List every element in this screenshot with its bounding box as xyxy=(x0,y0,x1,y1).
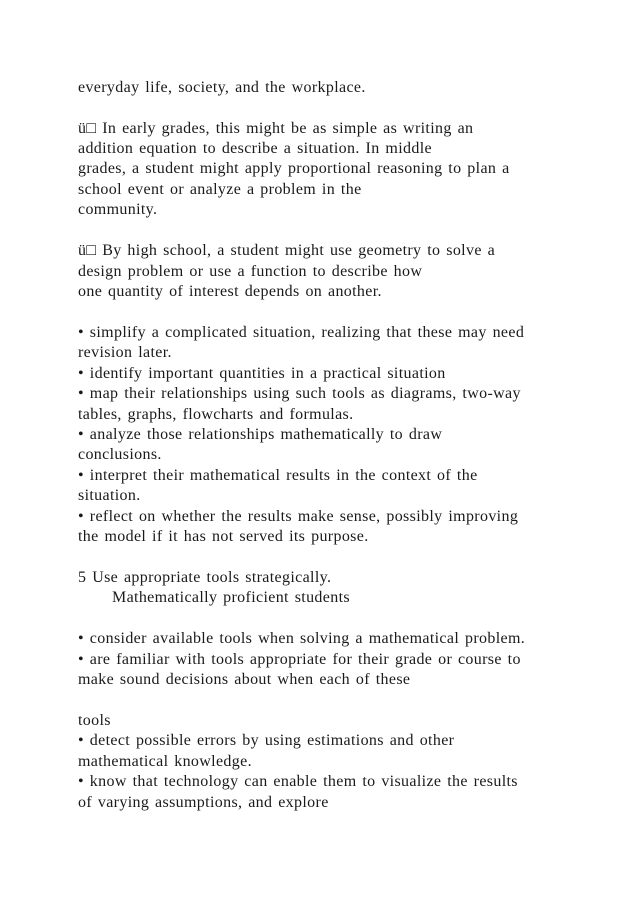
text-line: one quantity of interest depends on another. xyxy=(78,283,382,300)
bullet-line: • identify important quantities in a practical situation xyxy=(78,365,446,382)
text-line: make sound decisions about when each of these xyxy=(78,671,411,688)
text-line: the model if it has not served its purpose. xyxy=(78,528,369,545)
bullet-line: • reflect on whether the results make sense, possibly improving xyxy=(78,508,519,525)
text-line: mathematical knowledge. xyxy=(78,753,252,770)
text-line: community. xyxy=(78,201,158,218)
text-line: revision later. xyxy=(78,344,172,361)
text-line: design problem or use a function to describe how xyxy=(78,263,423,280)
text-line: tools xyxy=(78,712,111,729)
bullet-line: • consider available tools when solving a mathematical problem. xyxy=(78,630,526,647)
section-heading: 5 Use appropriate tools strategically. xyxy=(78,569,332,586)
bullet-line: • detect possible errors by using estimations and other xyxy=(78,732,455,749)
bullet-line: • simplify a complicated situation, realizing that these may need xyxy=(78,324,525,341)
bullet-line: • map their relationships using such tools as diagrams, two-way xyxy=(78,385,521,402)
bullet-line: • are familiar with tools appropriate for their grade or course to xyxy=(78,651,521,668)
text-line: ü□ In early grades, this might be as simple as writing an xyxy=(78,120,474,137)
bullet-line: • know that technology can enable them to visualize the results xyxy=(78,773,518,790)
text-line: Mathematically proficient students xyxy=(112,589,350,606)
text-line: addition equation to describe a situation. In middle xyxy=(78,140,432,157)
text-line: school event or analyze a problem in the xyxy=(78,181,362,198)
text-line: tables, graphs, flowcharts and formulas. xyxy=(78,406,354,423)
text-line: situation. xyxy=(78,487,141,504)
bullet-line: • interpret their mathematical results in the context of the xyxy=(78,467,478,484)
text-line: of varying assumptions, and explore xyxy=(78,794,329,811)
text-line: conclusions. xyxy=(78,446,162,463)
text-line: grades, a student might apply proportional reasoning to plan a xyxy=(78,160,510,177)
text-line: ü□ By high school, a student might use geometry to solve a xyxy=(78,242,496,259)
bullet-line: • analyze those relationships mathematically to draw xyxy=(78,426,443,443)
text-line: everyday life, society, and the workplace. xyxy=(78,79,366,96)
